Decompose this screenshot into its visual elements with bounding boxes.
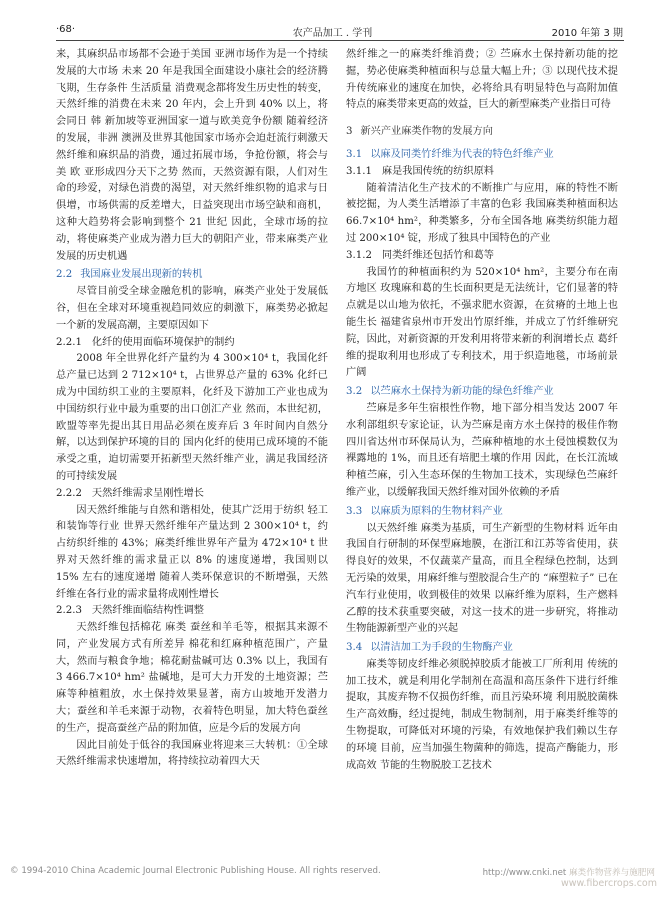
section-title: 同类纤维还包括竹和葛等 [381,249,494,261]
section-title: 天然纤维面临结构性调整 [91,605,204,617]
section-number: 2.2.1 [56,336,82,348]
section-number: 3 [346,126,353,138]
section-title: 以麻及同类竹纤维为代表的特色纤维产业 [370,148,554,160]
copyright-notice: © 1994-2010 China Academic Journal Electronic Publishing House. All rights reserved. [10,866,381,876]
section-title: 以清洁加工为手段的生物酶产业 [370,642,513,654]
section-title: 我国麻业发展出现新的转机 [80,269,203,281]
journal-title: 农产品加工 . 学刊 [292,28,373,39]
site-url-watermark: www.fibercrops.com [560,878,657,889]
issue-label: 2010 年第 3 期 [551,28,623,39]
paragraph: 我国竹的种植面积约为 520×10⁴ hm²，主要分布在南方地区 玫瑰麻和葛的生长面积更是无法统计，它们显著的特点就是以山地为依托，不强求肥水资源，在贫瘠的土地上也能生长 福建省泉州市开发出竹原纤维，并成立了竹纤维研究院，因此，对新资源的开发利用将带来新的利润增长点 葛纤维的提取利用也形成了专利技术，用于织造地毯，市场前景广阔 [346,266,618,379]
site-watermark: 麻类作物营养与施肥网 [569,868,655,878]
paragraph: 因天然纤维能与自然和谐相处，使其广泛用于纺织 轻工和装饰等行业 世界天然纤维年产量达到 2 300×10⁴ t，约占纺织纤维的 43%；麻类纤维世界年产量为 472×10⁴ t 世界对天然纤维的需求量正以 8% 的速度递增，我国则以 15% 左右的速度递增 随着人类环保意识的不断增强，天然纤维在各行业的需求量将成刚性增长 [56,504,328,600]
section-number: 3.1 [346,148,363,160]
section-heading-2-2-2 [56,486,328,503]
section-heading-2-2 [56,267,328,284]
paragraph: 天然纤维包括棉花 麻类 蚕丝和羊毛等，根据其来源不同，产业发展方式有所差异 棉花和红麻种植范围广，产量大，然而与粮食争地；棉花耐盐碱可达 0.3% 以上，我国有 3 466.7×10⁴ hm² 盐碱地，是可大力开发的土地资源；苎麻等种植粗放，水土保持效果显著，南方山坡地开发潜力大；蚕丝和羊毛来源于动物，衣着特色明显，加大特色蚕丝的生产，提高蚕丝产品的附加值，应是今后的发展方向 [56,622,328,734]
section-heading-3-4 [346,640,618,657]
section-heading-2-2-1 [56,335,328,352]
section-title: 以麻质为原料的生物材料产业 [370,505,503,517]
section-number: 2.2.2 [56,487,82,499]
section-title: 以苎麻水土保持为新功能的绿色纤维产业 [370,386,554,398]
section-heading-3-1-2 [346,248,618,265]
section-number: 3.1.2 [346,249,372,261]
section-heading-3-1 [346,147,618,164]
footer-links [483,866,655,878]
paragraph: 2008 年全世界化纤产量约为 4 300×10⁴ t，我国化纤总产量已达到 2 712×10⁴ t，占世界总产量的 63% 化纤已成为中国纺织工业的主要原料，化纤及下游加工产业也成为中国纺织行业中最为重要的出口创汇产业 然而，本世纪初，欧盟等率先提出其日用品必须在废弃后 3 年时间内自然分解，以达到保护环境的目的 国内化纤的使用已成环境的不能承受之重，迫切需要开拓新型天然纤维产业，满足我国经济的可持续发展 [56,353,328,482]
page-number: ·68· [56,24,76,35]
section-title: 麻是我国传统的纺织原料 [381,165,494,177]
paragraph: 苎麻是多年生宿根性作物，地下部分相当发达 2007 年水利部组织专家论证，认为苎麻是南方水土保持的极佳作物 四川省达州市环保局认为，苎麻种植地的水土侵蚀模数仅为裸露地的 1%，而且还有培肥土壤的作用 因此，在长江流域种植苎麻，引入生态环保的生物加工技术，实现绿色苎麻纤维产业，以缓解我国天然纤维对国外依赖的矛盾 [346,402,618,498]
section-number: 3.3 [346,505,363,517]
section-heading-3-2 [346,384,618,401]
section-number: 3.2 [346,386,363,398]
paragraph: 麻类等韧皮纤维必须脱掉胶质才能被工厂所利用 传统的加工技术，就是利用化学制剂在高温和高压条件下进行纤维提取，其废弃物不仅损伤纤维，而且污染环境 利用脱胶菌株生产高效酶，经过提纯，制成生物制剂，用于麻类纤维等的生物提取，可降低对环境的污染，有效地保护我们赖以生存的环境 目前，应当加强生物菌种的筛选，提高产酶能力，形成高效 节能的生物脱胶工艺技术 [346,658,618,771]
section-number: 2.2 [56,269,73,281]
header-rule [56,40,624,41]
paragraph: 来，其麻织品市场都不会逊于美国 亚洲市场作为是一个持续发展的大市场 未来 20 年是我国全面建设小康社会的经济腾飞期，生存条件 生活质量 消费观念都将发生历史性的转变，天然纤维的消费在未来 20 年内，会上升到 40% 以上，将会同日 韩 新加坡等亚洲国家一道与欧美竞争份额 随着经济的发展，非洲 澳洲及世界其他国家市场亦会迫赶流行刺激天然纤维和麻织品的消费，通过拓展市场，争抢份额，将会与美 欧 亚形成四分天下之势 然而，天然资源有限，人们对生命的珍爱，对绿色消费的渴望，对天然纤维织物的追求与日俱增，市场供需的反差增大，日益突现出市场空缺和商机，这种大趋势将会影响到整个 21 世纪 因此，全球市场的拉动，将使麻类产业成为潜力巨大的朝阳产业，带来麻类产业发展的历史机遇 [56,49,328,262]
section-number: 2.2.3 [56,605,82,617]
right-column [346,47,618,774]
section-title: 天然纤维需求呈刚性增长 [91,487,204,499]
paragraph: 以天然纤维 麻类为基质，可生产新型的生物材料 近年由我国自行研制的环保型麻地膜，在浙江和江苏等省使用，获得良好的效果，不仅蔬菜产量高，而且全程绿色控制，达到无污染的效果，用麻纤维与塑胶混合生产的 “麻塑粒子” 已在汽车行业使用，收到极佳的效果 以麻纤维为原料，生产燃料乙醇的技术获重要突破，对这一技术的进一步研究，将推动生物能源新型产业的兴起 [346,522,618,635]
paragraph: 然纤维之一的麻类纤维消费；② 苎麻水土保持新功能的挖掘，势必使麻类种植面积与总量大幅上升；③ 以现代技术提升传统麻业的速度在加快，必将给具有明显特色与高附加值特点的麻类带来更高的效益，巨大的新型麻类产业指日可待 [346,49,618,111]
section-number: 3.1.1 [346,165,372,177]
section-title: 化纤的使用面临环境保护的制约 [91,336,235,348]
section-heading-3-1-1 [346,164,618,181]
paragraph: 因此目前处于低谷的我国麻业将迎来三大转机：①全球天然纤维需求快速增加，将持续拉动着四大天 [56,739,328,768]
cnki-link[interactable]: http://www.cnki.net [482,868,567,878]
section-heading-3 [346,124,618,141]
paragraph: 随着清洁化生产技术的不断推广与应用，麻的特性不断被挖掘，为人类生活增添了丰富的色彩 我国麻类种植面积达 66.7×10⁴ hm²，种类繁多，分布全国各地 麻类纺织能力超过 200×10⁴ 锭，形成了独具中国特色的产业 [346,182,618,244]
section-number: 3.4 [346,642,363,654]
section-heading-2-2-3 [56,603,328,620]
paragraph: 尽管目前受全球金融危机的影响，麻类产业处于发展低谷，但在全球对环境重视趋同效应的刺激下，麻类势必掀起一个新的发展高潮，主要原因如下 [56,286,328,331]
left-column [56,47,328,771]
section-title: 新兴产业麻类作物的发展方向 [360,126,493,138]
section-heading-3-3 [346,504,618,521]
